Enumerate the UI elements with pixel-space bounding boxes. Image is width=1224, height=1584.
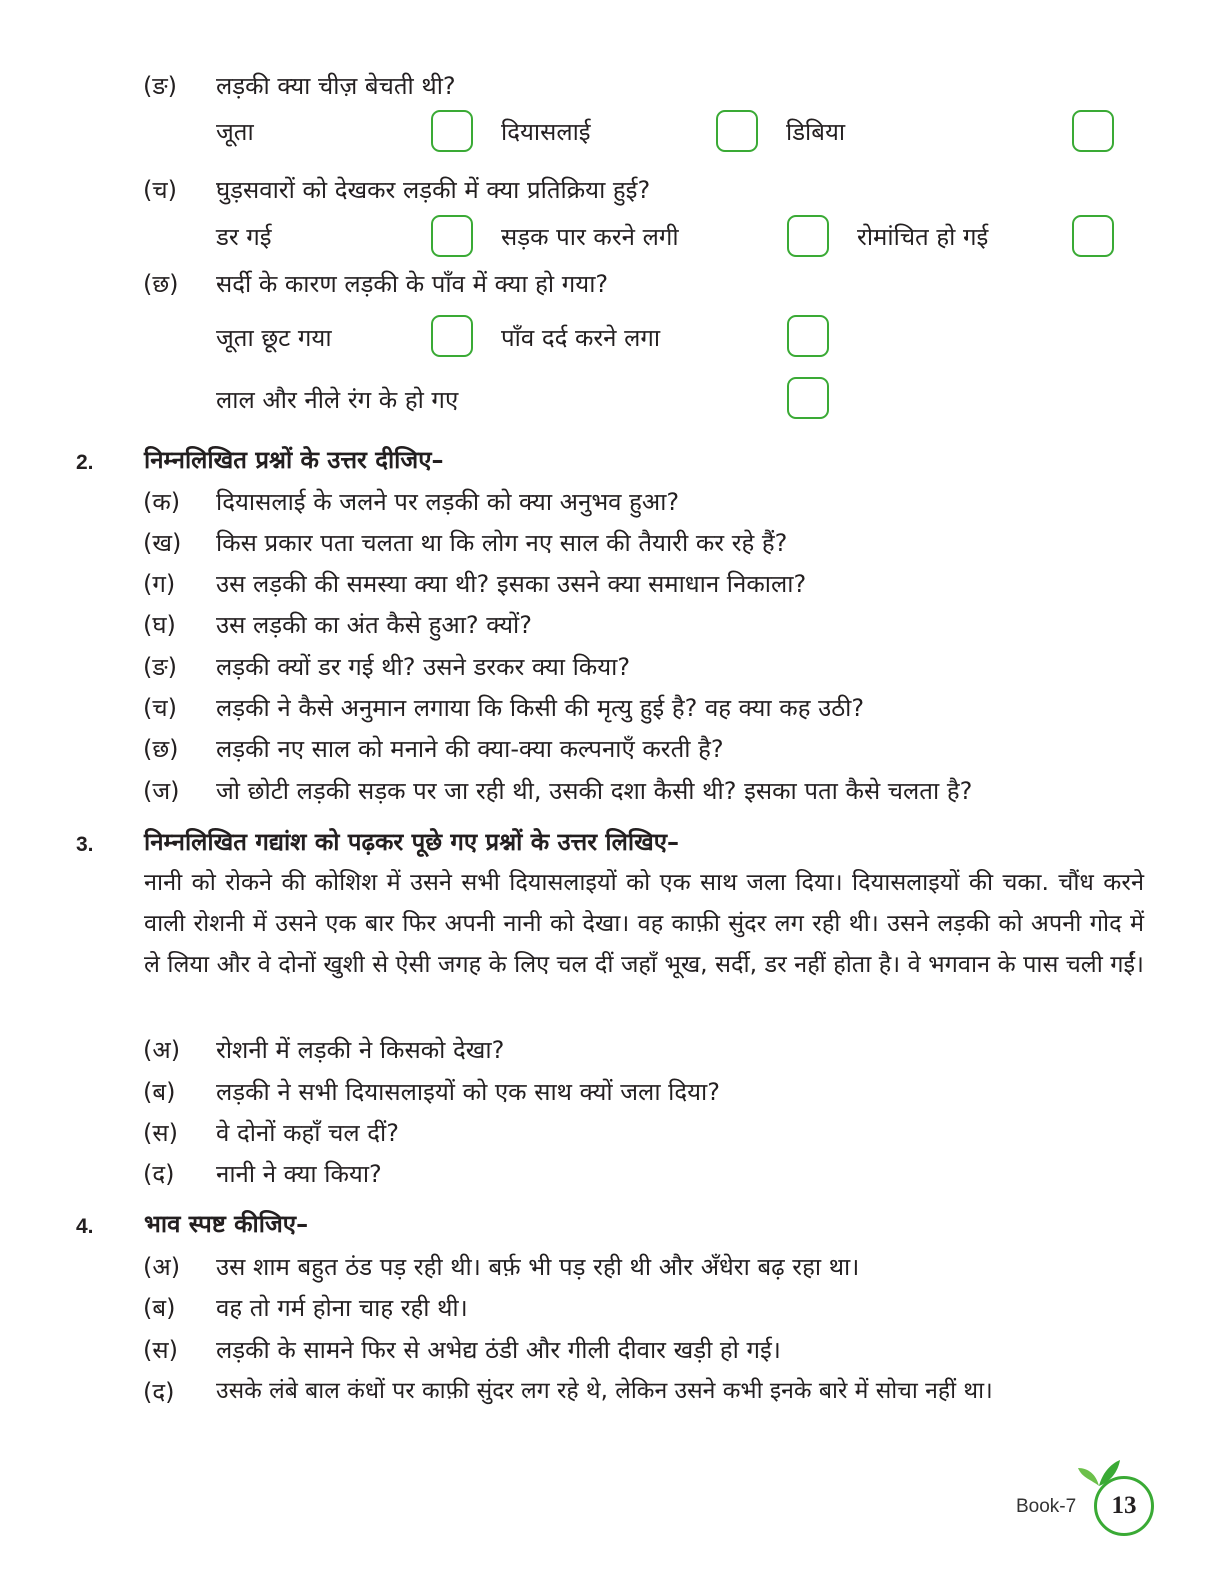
option-checkbox[interactable] [787, 377, 829, 419]
sub-question-label: (घ) [143, 611, 176, 639]
page-number-badge [1094, 1476, 1154, 1536]
option-label: रोमांचित हो गई [857, 223, 989, 251]
sub-question-text: किस प्रकार पता चलता था कि लोग नए साल की तैयारी कर रहे हैं? [216, 529, 788, 557]
sub-question-text: जो छोटी लड़की सड़क पर जा रही थी, उसकी दशा कैसी थी? इसका पता कैसे चलता है? [216, 777, 973, 805]
book-label: Book-7 [1016, 1496, 1077, 1517]
option-checkbox[interactable] [716, 110, 758, 152]
question-label: (ङ) [143, 72, 178, 100]
question-number: 3. [76, 833, 94, 856]
sub-question-text: उस लड़की की समस्या क्या थी? इसका उसने क्या समाधान निकाला? [216, 570, 807, 598]
section-heading: निम्नलिखित गद्यांश को पढ़कर पूछे गए प्रश्नों के उत्तर लिखिए– [144, 828, 680, 856]
sub-question-text: रोशनी में लड़की ने किसको देखा? [216, 1036, 505, 1064]
sub-question-label: (स) [143, 1336, 178, 1364]
sub-question-label: (ब) [143, 1078, 176, 1106]
option-checkbox[interactable] [787, 215, 829, 257]
sub-question-text: उस लड़की का अंत कैसे हुआ? क्यों? [216, 611, 532, 639]
sub-question-label: (ङ) [143, 653, 178, 681]
option-label: डर गई [216, 223, 272, 251]
option-label: डिबिया [786, 118, 846, 146]
sub-question-label: (च) [143, 694, 177, 722]
question-number: 2. [76, 451, 94, 474]
section-heading: निम्नलिखित प्रश्नों के उत्तर दीजिए– [144, 446, 444, 474]
sub-question-text: वह तो गर्म होना चाह रही थी। [216, 1294, 468, 1322]
sub-question-label: (स) [143, 1119, 178, 1147]
option-checkbox[interactable] [431, 315, 473, 357]
sub-question-text: लड़की नए साल को मनाने की क्या-क्या कल्पनाएँ करती है? [216, 735, 724, 763]
sub-question-text: लड़की ने कैसे अनुमान लगाया कि किसी की मृत्यु हुई है? वह क्या कह उठी? [216, 694, 865, 722]
option-label: जूता छूट गया [216, 324, 332, 352]
sub-question-text: लड़की के सामने फिर से अभेद्य ठंडी और गीली दीवार खड़ी हो गई। [216, 1336, 781, 1364]
sub-question-label: (अ) [143, 1036, 181, 1064]
sub-question-text: वे दोनों कहाँ चल दीं? [216, 1119, 399, 1147]
sub-question-label: (द) [143, 1378, 175, 1406]
option-label: सड़क पार करने लगी [501, 223, 679, 251]
option-label: जूता [216, 118, 254, 146]
sub-question-text: उस शाम बहुत ठंड पड़ रही थी। बर्फ़ भी पड़ रही थी और अँधेरा बढ़ रहा था। [216, 1253, 860, 1281]
option-label: दियासलाई [501, 118, 591, 146]
sub-question-label: (क) [143, 488, 181, 516]
sub-question-label: (ब) [143, 1294, 176, 1322]
option-checkbox[interactable] [431, 215, 473, 257]
sub-question-label: (ग) [143, 570, 176, 598]
sub-question-label: (छ) [143, 735, 179, 763]
sub-question-text: दियासलाई के जलने पर लड़की को क्या अनुभव हुआ? [216, 488, 680, 516]
page-number: 13 [1111, 1492, 1137, 1519]
sub-question-text: लड़की क्यों डर गई थी? उसने डरकर क्या किया? [216, 653, 631, 681]
sub-question-label: (ख) [143, 529, 182, 557]
question-text: सर्दी के कारण लड़की के पाँव में क्या हो गया? [216, 270, 609, 298]
option-checkbox[interactable] [431, 110, 473, 152]
question-number: 4. [76, 1215, 94, 1238]
question-text: लड़की क्या चीज़ बेचती थी? [216, 72, 456, 100]
sub-question-text: उसके लंबे बाल कंधों पर काफ़ी सुंदर लग रहे थे, लेकिन उसने कभी इनके बारे में सोचा नहीं था। [216, 1378, 993, 1404]
option-label: पाँव दर्द करने लगा [501, 324, 661, 352]
sub-question-label: (द) [143, 1160, 175, 1188]
option-checkbox[interactable] [1072, 110, 1114, 152]
section-heading: भाव स्पष्ट कीजिए– [144, 1210, 309, 1238]
sub-question-label: (अ) [143, 1253, 181, 1281]
option-checkbox[interactable] [1072, 215, 1114, 257]
question-label: (छ) [143, 270, 179, 298]
option-checkbox[interactable] [787, 315, 829, 357]
sub-question-label: (ज) [143, 777, 180, 805]
sub-question-text: नानी ने क्या किया? [216, 1160, 382, 1188]
question-text: घुड़सवारों को देखकर लड़की में क्या प्रतिक्रिया हुई? [216, 176, 651, 204]
passage-text: नानी को रोकने की कोशिश में उसने सभी दियासलाइयों को एक साथ जला दिया। दियासलाइयों की चका. चौंध करने वाली रोशनी में उसने एक बार फिर अपनी नानी को देखा। वह काफ़ी सुंदर लग रही थी। उसने लड़की को अपनी गोद में ले लिया और वे दोनों खुशी से ऐसी जगह के लिए चल दीं जहाँ भूख, सर्दी, डर नहीं होता है। वे भगवान के पास चली गईं। [144, 868, 1144, 978]
sub-question-text: लड़की ने सभी दियासलाइयों को एक साथ क्यों जला दिया? [216, 1078, 721, 1106]
option-label: लाल और नीले रंग के हो गए [216, 386, 459, 414]
question-label: (च) [143, 176, 177, 204]
